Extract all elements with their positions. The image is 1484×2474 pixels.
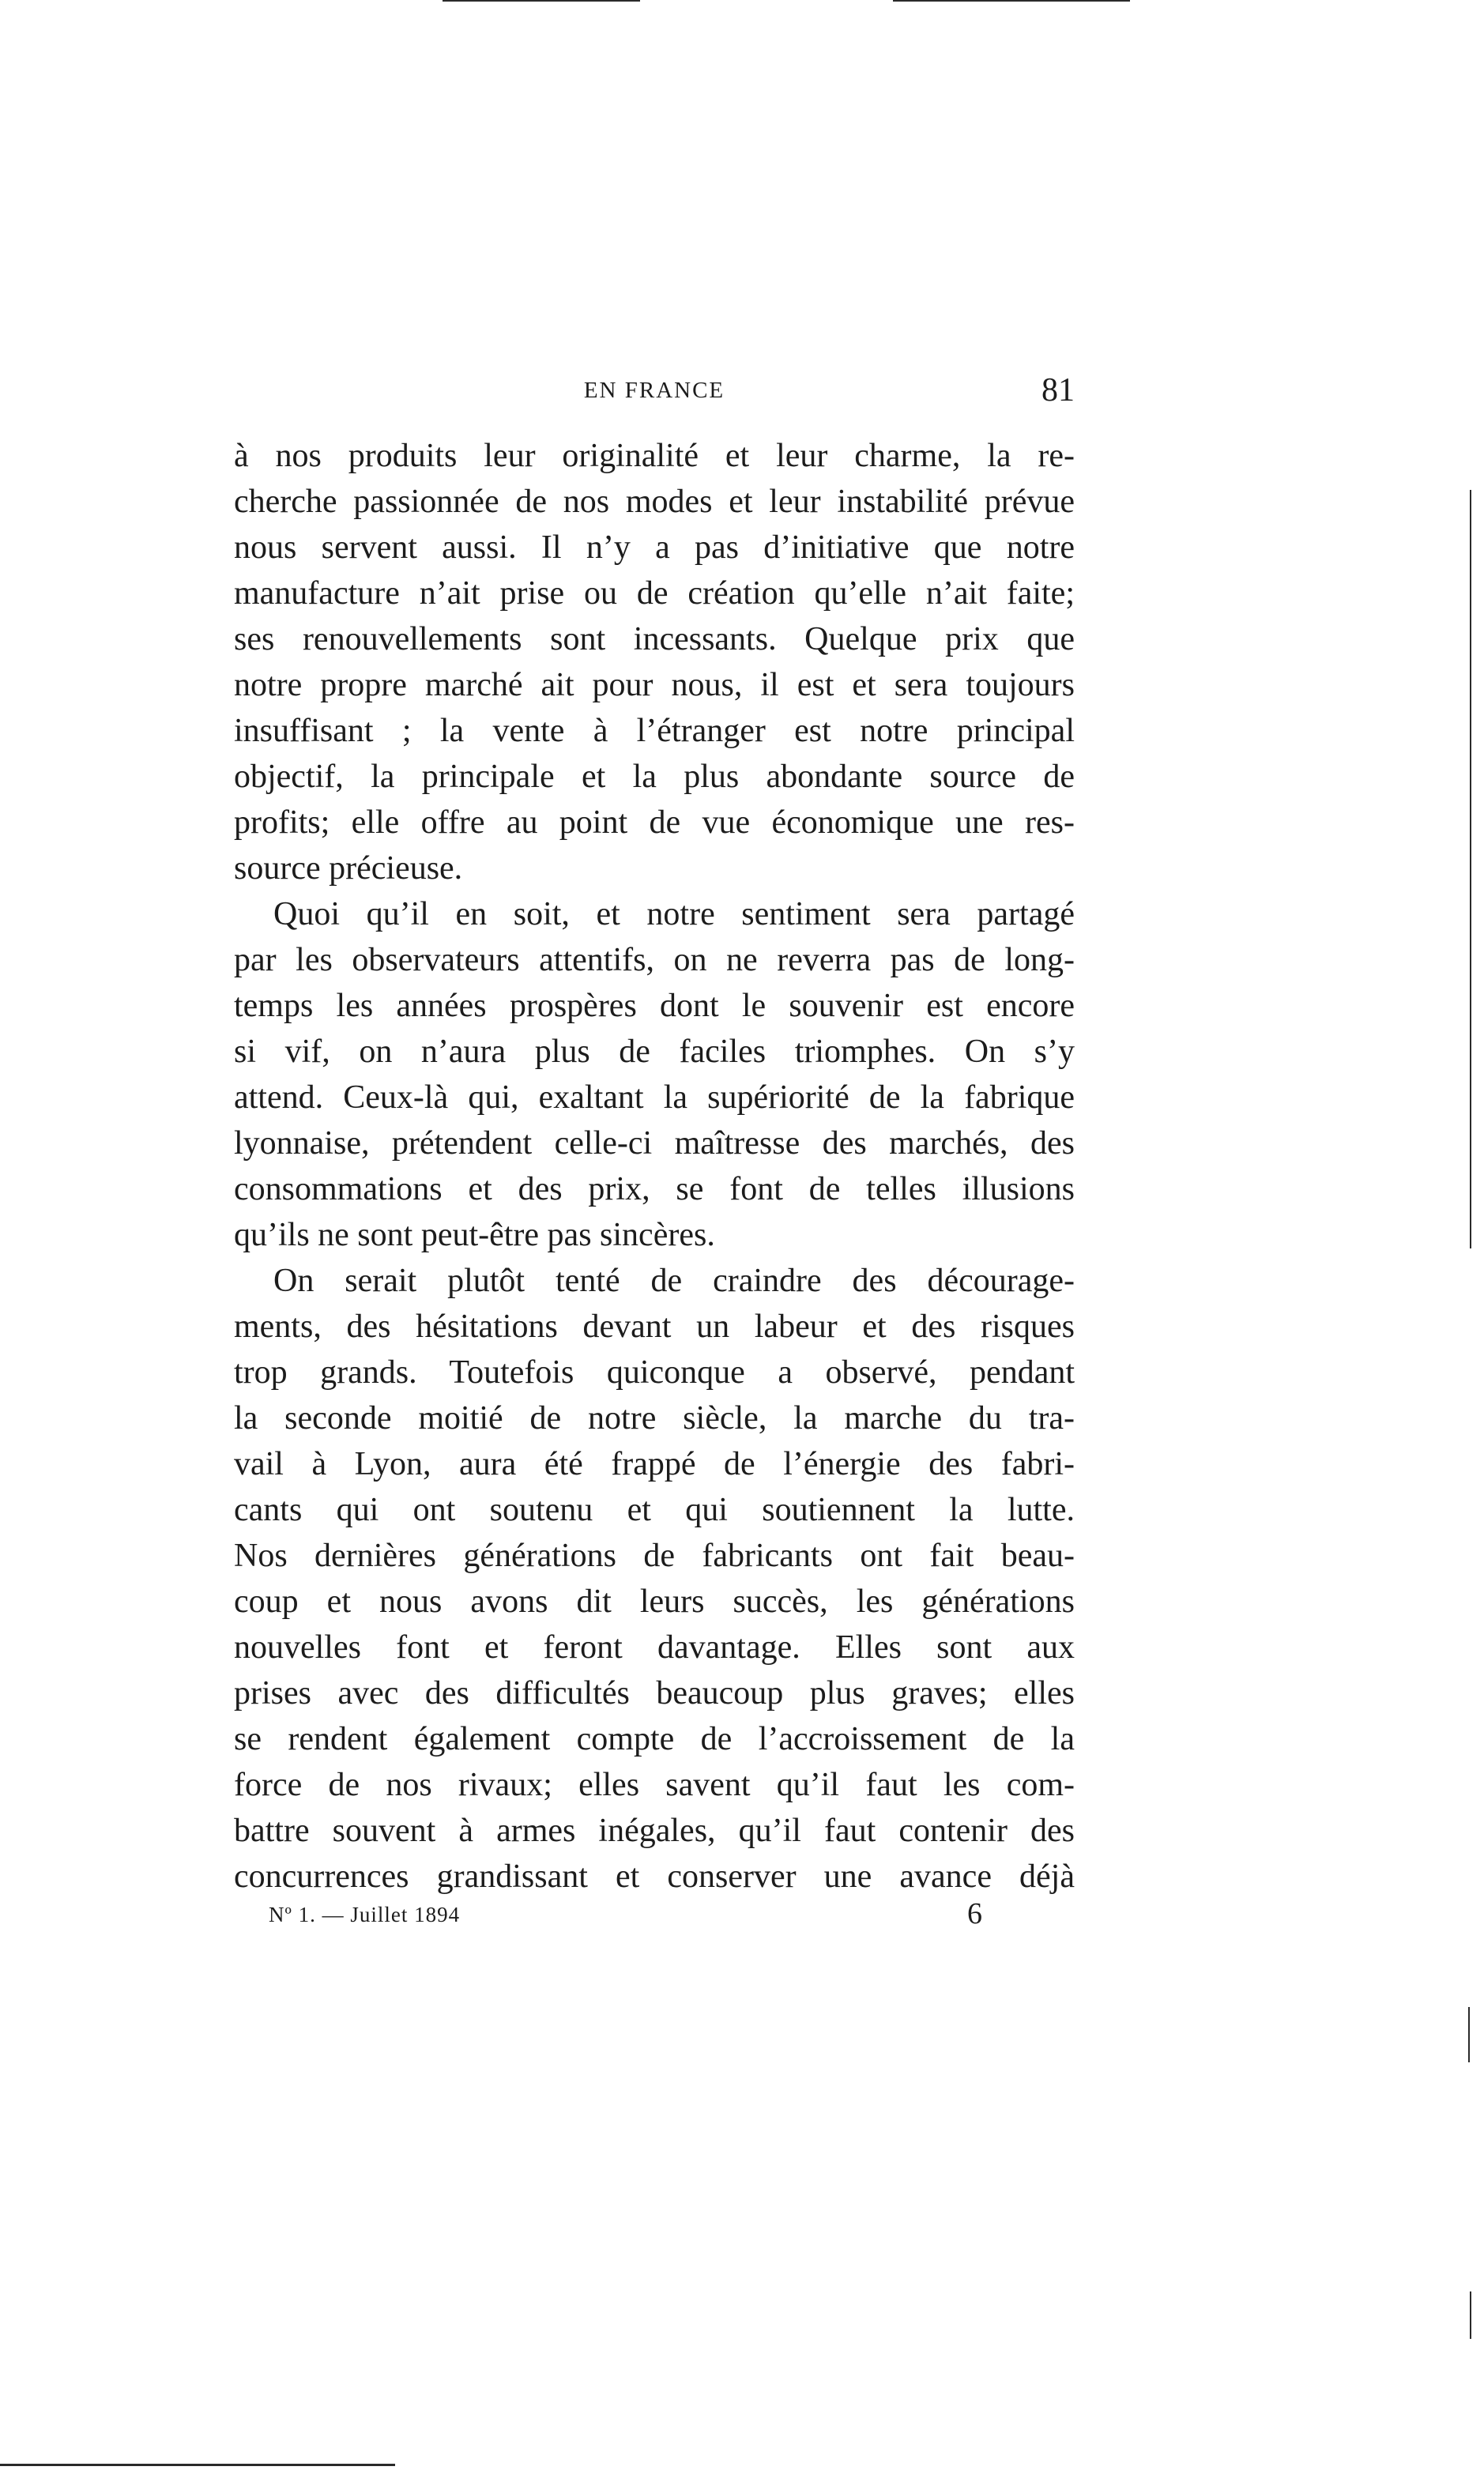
- text-line: objectif, la principale et la plus abondante source de: [234, 759, 1075, 795]
- text-line: concurrences grandissant et conserver une avance déjà: [234, 1858, 1075, 1895]
- text-line: ments, des hésitations devant un labeur et des risques: [234, 1309, 1075, 1345]
- text-line: cants qui ont soutenu et qui soutiennent la lutte.: [234, 1492, 1075, 1528]
- text-line: vail à Lyon, aura été frappé de l’énergie des fabri-: [234, 1446, 1075, 1482]
- text-line: insuffisant ; la vente à l’étranger est notre principal: [234, 713, 1075, 749]
- text-line: prises avec des difficultés beaucoup plus graves; elles: [234, 1675, 1075, 1711]
- text-line: trop grands. Toutefois quiconque a observé, pendant: [234, 1354, 1075, 1391]
- text-line: force de nos rivaux; elles savent qu’il faut les com-: [234, 1767, 1075, 1803]
- sheet-number: 6: [967, 1897, 982, 1930]
- text-line: nous servent aussi. Il n’y a pas d’initiative que notre: [234, 529, 1075, 566]
- text-line: Nos dernières générations de fabricants ont fait beau-: [234, 1538, 1075, 1574]
- text-line: coup et nous avons dit leurs succès, les générations: [234, 1583, 1075, 1620]
- text-line: manufacture n’ait prise ou de création qu’elle n’ait faite;: [234, 575, 1075, 612]
- text-line: attend. Ceux-là qui, exaltant la supériorité de la fabrique: [234, 1079, 1075, 1116]
- text-line: si vif, on n’aura plus de faciles triomphes. On s’y: [234, 1034, 1075, 1070]
- text-line: battre souvent à armes inégales, qu’il faut contenir des: [234, 1813, 1075, 1849]
- text-line: par les observateurs attentifs, on ne reverra pas de long-: [234, 942, 1075, 978]
- scan-edge-top: [443, 0, 640, 2]
- text-line: se rendent également compte de l’accroissement de la: [234, 1721, 1075, 1757]
- printer-signature: Nº 1. — Juillet 1894: [269, 1903, 461, 1926]
- text-line: nouvelles font et feront davantage. Elles sont aux: [234, 1629, 1075, 1666]
- text-line: lyonnaise, prétendent celle-ci maîtresse des marchés, des: [234, 1125, 1075, 1162]
- text-line-paragraph-start: Quoi qu’il en soit, et notre sentiment sera partagé: [273, 896, 1075, 932]
- text-line: notre propre marché ait pour nous, il est et sera toujours: [234, 667, 1075, 703]
- running-head: EN FRANCE: [583, 378, 725, 403]
- text-line: temps les années prospères dont le souvenir est encore: [234, 988, 1075, 1024]
- text-line: à nos produits leur originalité et leur charme, la re-: [234, 438, 1075, 474]
- text-line: cherche passionnée de nos modes et leur instabilité prévue: [234, 484, 1075, 520]
- text-line: consommations et des prix, se font de telles illusions: [234, 1171, 1075, 1207]
- text-line: ses renouvellements sont incessants. Quelque prix que: [234, 621, 1075, 657]
- text-line: la seconde moitié de notre siècle, la marche du tra-: [234, 1400, 1075, 1437]
- scan-edge-right-1: [1470, 490, 1471, 1248]
- scan-edge-right-3: [1470, 2291, 1471, 2339]
- scan-edge-bottom: [0, 2464, 395, 2466]
- body-text: [234, 433, 1075, 1900]
- text-line-paragraph-start: On serait plutôt tenté de craindre des découragе-: [273, 1263, 1075, 1299]
- text-line-paragraph-end: source précieuse.: [234, 850, 463, 887]
- text-line: profits; elle offre au point de vue économique une res-: [234, 804, 1075, 841]
- scan-edge-top-right: [893, 0, 1130, 2]
- text-line-paragraph-end: qu’ils ne sont peut-être pas sincères.: [234, 1217, 715, 1253]
- page-number: 81: [1041, 372, 1075, 409]
- page-footer: [269, 1897, 1075, 1942]
- scan-edge-right-2: [1468, 2007, 1470, 2062]
- page-header: [234, 372, 1075, 425]
